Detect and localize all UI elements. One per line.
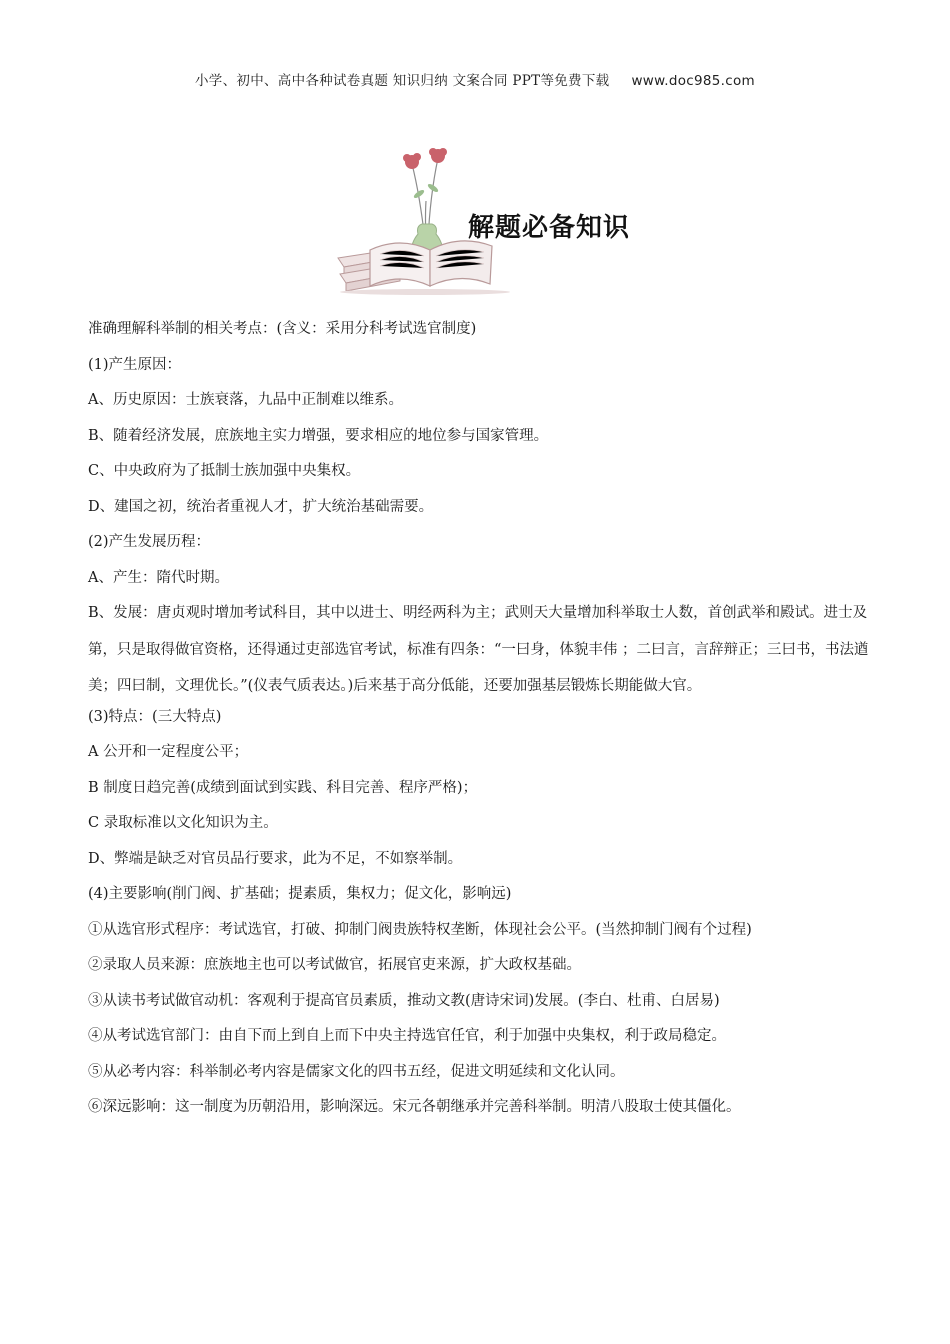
paragraph: D、建国之初，统治者重视人才，扩大统治基础需要。 <box>88 498 434 515</box>
paragraph: ①从选官形式程序：考试选官，打破、抑制门阀贵族特权垄断，体现社会公平。(当然抑制门阀有个过程) <box>88 921 752 938</box>
document-body <box>88 318 878 1132</box>
paragraph: ④从考试选官部门：由自下而上到自上而下中央主持选官任官，利于加强中央集权，利于政局稳定。 <box>88 1028 726 1044</box>
paragraph: ③从读书考试做官动机：客观利于提高官员素质，推动文教(唐诗宋词)发展。(李白、杜甫、白居易) <box>88 992 720 1009</box>
paragraph: A、历史原因：士族衰落，九品中正制难以维系。 <box>88 392 403 408</box>
banner-shadow <box>340 289 510 295</box>
paragraph: D、弊端是缺乏对官员品行要求，此为不足，不如察举制。 <box>88 850 463 867</box>
header-text: 小学、初中、高中各种试卷真题 知识归纳 文案合同 PPT等免费下载 <box>195 73 610 89</box>
paragraph: ⑥深远影响：这一制度为历朝沿用，影响深远。宋元各朝继承并完善科举制。明清八股取士使其僵化。 <box>88 1099 741 1115</box>
paragraph: (4)主要影响(削门阀、扩基础；提素质，集权力；促文化，影响远) <box>88 886 512 902</box>
paragraph: (2)产生发展历程： <box>88 534 211 550</box>
paragraph: A 公开和一定程度公平； <box>88 744 249 760</box>
paragraph: C 录取标准以文化知识为主。 <box>88 815 278 831</box>
paragraph: 准确理解科举制的相关考点：(含义：采用分科考试选官制度) <box>88 321 477 337</box>
paragraph: ⑤从必考内容：科举制必考内容是儒家文化的四书五经，促进文明延续和文化认同。 <box>88 1063 625 1080</box>
paragraph: B 制度日趋完善(成绩到面试到实践、科目完善、程序严格)； <box>88 779 478 796</box>
paragraph: (3)特点：(三大特点) <box>88 708 222 725</box>
flower-icon <box>403 148 447 169</box>
section-title: 解题必备知识 <box>468 213 631 243</box>
paragraph: A、产生：隋代时期。 <box>88 569 229 586</box>
paragraph-development: B、发展：唐贞观时增加考试科目，其中以进士、明经两科为主；武则天大量增加科举取士人数，首创武举和殿试。进士及第，只是取得做官资格，还得通过吏部选官考试，标准有四条：“一曰身，体貌丰伟 ；二曰言，言辞辩正；三曰书，书法遒美；四曰制，文理优长。”(仪表气质表达。)后来基于高分低能，还要加强基层锻炼长期能做大官。 <box>88 605 869 694</box>
paragraph: B、随着经济发展，庶族地主实力增强，要求相应的地位参与国家管理。 <box>88 427 549 444</box>
paragraph: ②录取人员来源：庶族地主也可以考试做官，拓展官吏来源，扩大政权基础。 <box>88 957 581 973</box>
paragraph: C、中央政府为了抵制士族加强中央集权。 <box>88 463 361 479</box>
page-header <box>0 69 950 89</box>
paragraph: (1)产生原因： <box>88 356 182 373</box>
header-site-link[interactable]: www.doc985.com <box>631 73 755 89</box>
